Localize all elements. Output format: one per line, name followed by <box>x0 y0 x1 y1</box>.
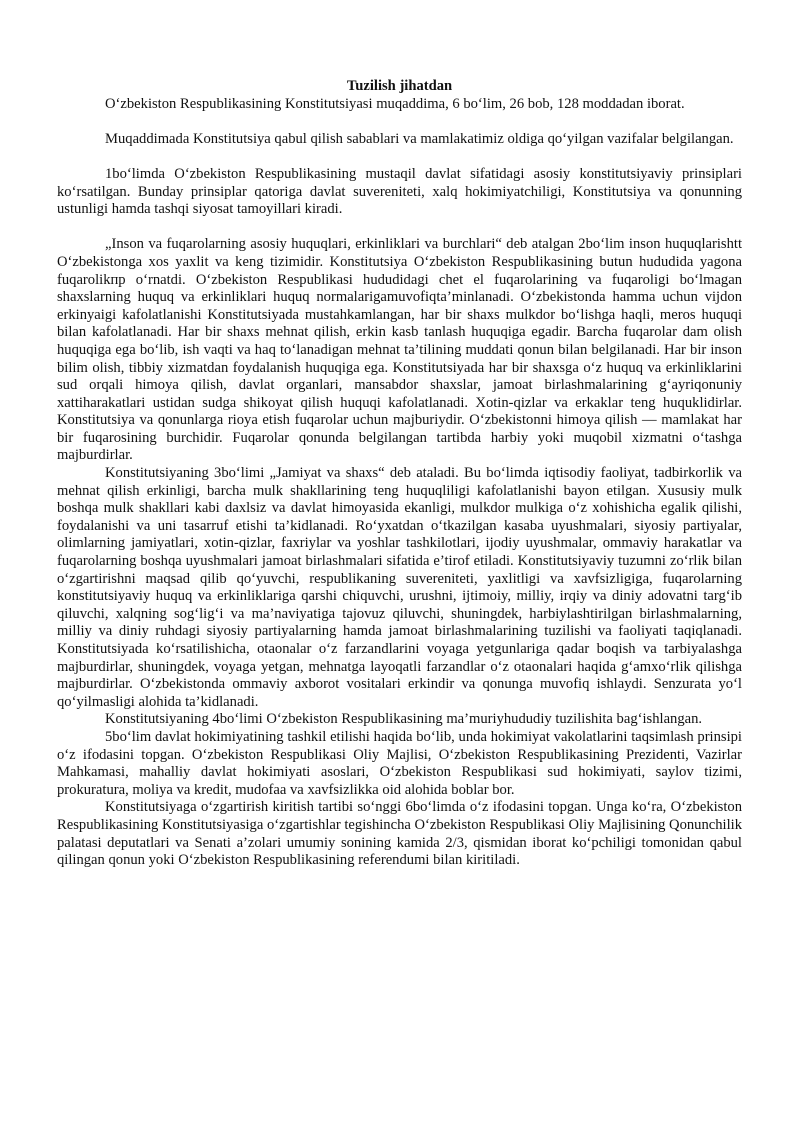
paragraph-section-2: „Inson va fuqarolarning asosiy huquqlari, erkinliklari va burchlari“ deb atalgan 2bo‘lim inson huquqlarishtt O‘zbekistonga xos yaxlit va keng tizimidir. Konstitutsiya O‘zbekiston Respublikasining butun hududida yagona fuqarolikпp o‘rnatdi. O‘zbekiston Respublikasi hududidagi chet el fuqarolarining va fuqaroligi bo‘lmagan shaxslarning huquq va erkinliklari huquq normalarigamuvofiqta’minlanadi. O‘zbekistonda hamma uchun vijdon erkinyaigi kafolatlanishi Konstitutsiyada mustahkamlangan, har bir shaxs mulkdor bo‘lishga haqli, meros huquqi bilan kafolatlanadi. Har bir shaxs mehnat qilish, erkin kasb tanlash huquqiga egadir. Barcha fuqarolar dam olish huquqiga ega bo‘lib, ish vaqti va haq to‘lanadigan mehnat ta’tilining muddati qonun bilan belgilanadi. Har bir inson bilim olish, tibbiy xizmatdan foydalanish huquqiga ega. Konstitutsiyada har bir shaxsga o‘z huquq va erkinliklarini sud orqali himoya qilish, davlat organlari, mansabdor shaxslar, jamoat birlashmalarining g‘ayriqonuniy xattiharakatlari ustidan sudga shikoyat qilish huquqi kafolatlanadi. Xotin-qizlar va erkaklar teng huquklidirlar. Konstitutsiya va qonunlarga rioya etish fuqarolar uchun majburiydir. O‘zbekistonni himoya qilish — mamlakat har bir fuqarosining burchidir. Fuqarolar qonunda belgilangan tartibda harbiy yoki muqobil xizmatni o‘tashga majburdirlar. <box>57 236 742 464</box>
paragraph-preamble: Muqaddimada Konstitutsiya qabul qilish sabablari va mamlakatimiz oldiga qo‘yilgan vazifalar belgilangan. <box>105 130 734 147</box>
paragraph-section-3: Konstitutsiyaning 3bo‘limi „Jamiyat va shaxs“ deb ataladi. Bu bo‘limda iqtisodiy faoliyat, tadbirkorlik va mehnat qilish erkinligi, barcha mulk shakllarining teng huquqliligi kafolatlanishi bayon etilgan. Xususiy mulk boshqa mulk shakllari kabi daxlsiz va davlat himoyasida ekanligi, mulkdor mulkiga o‘z xohishicha egalik qilishi, foydalanishi va uni tasarruf etishi ta’kidlanadi. Ro‘yxatdan o‘tkazilgan kasaba uyushmalari, siyosiy partiyalar, olimlarning jamiyatlari, xotin-qizlar, faxriylar va yoshlar tashkilotlari, ijodiy uyushmalar, ommaviy harakatlar va fuqarolarning boshqa uyushmalari jamoat birlashmalari sifatida e’tirof etiladi. Konstitutsiyaviy tuzumni zo‘rlik bilan o‘zgartirishni maqsad qilib qo‘yuvchi, respublikaning suvereniteti, yaxlitligi va xavfsizligiga, fuqarolarning konstitutsiyaviy huquq va erkinliklariga qarshi chiquvchi, urushni, ijtimoiy, milliy, irqiy va diniy adovatni targ‘ib qiluvchi, xalqning sog‘lig‘i va ma’naviyatiga tajovuz qiluvchi, shuningdek, harbiylashtirilgan birlashmalarning, milliy va diniy ruhdagi siyosiy partiyalarning hamda jamoat birlashmalarining tuzilishi va faoliyati taqiqlanadi. Konstitutsiyada ko‘rsatilishicha, otaonalar o‘z farzandlarini voyaga yetgunlariga qadar boqish va tarbiyalashga majburdirlar, shuningdek, voyaga yetgan, mehnatga layoqatli farzandlar o‘z otaonalari haqida g‘amxo‘rlik qilishga majburdirlar. O‘zbekistonda ommaviy axborot vositalari erkindir va qonunga muvofiq ishlaydi. Senzurata yo‘l qo‘yilmasligi alohida ta’kidlanadi. <box>57 465 742 710</box>
paragraph-section-4: Konstitutsiyaning 4bo‘limi O‘zbekiston Respublikasining ma’muriyhududiy tuzilishita bag‘ishlangan. <box>105 711 703 728</box>
paragraph-section-6: Konstitutsiyaga o‘zgartirish kiritish tartibi so‘nggi 6bo‘limda o‘z ifodasini topgan. Unga ko‘ra, O‘zbekiston Respublikasining Konstitutsiyasiga o‘zgartishlar tegishincha O‘zbekiston Respublikasi Oliy Majlisining Qonunchilik palatasi deputatlari va Senati a’zolari umumiy sonining kamida 2/3, qismidan iborat ko‘pchiligi tomonidan qabul qilingan qonun yoki O‘zbekiston Respublikasining referendumi bilan kiritiladi. <box>57 799 743 869</box>
paragraph-structure: O‘zbekiston Respublikasining Konstitutsiyasi muqaddima, 6 bo‘lim, 26 bob, 128 moddadan iborat. <box>105 95 685 112</box>
paragraph-section-5: 5bo‘lim davlat hokimiyatining tashkil etilishi haqida bo‘lib, unda hokimiyat vakolatlarini taqsimlash prinsipi o‘z ifodasini topgan. O‘zbekiston Respublikasi Oliy Majlisi, O‘zbekiston Respublikasining Prezidenti, Vazirlar Mahkamasi, mahalliy davlat hokimiyati asoslari, O‘zbekiston Respublikasi sud hokimiyati, saylov tizimi, prokuratura, moliya va kredit, mudofaa va xavfsizlikka oid alohida boblar bor. <box>57 728 742 798</box>
paragraph-section-1: 1bo‘limda O‘zbekiston Respublikasining mustaqil davlat sifatidagi asosiy konstitutsiyaviy prinsiplari ko‘rsatilgan. Bunday prinsiplar qatoriga davlat suvereniteti, xalq hokimiyatchiligi, Konstitutsiya va qonunning ustunligi hamda tashqi siyosat tamoyillari kiradi. <box>57 165 742 218</box>
document-page <box>57 78 742 870</box>
document-title: Tuzilish jihatdan <box>346 78 453 94</box>
